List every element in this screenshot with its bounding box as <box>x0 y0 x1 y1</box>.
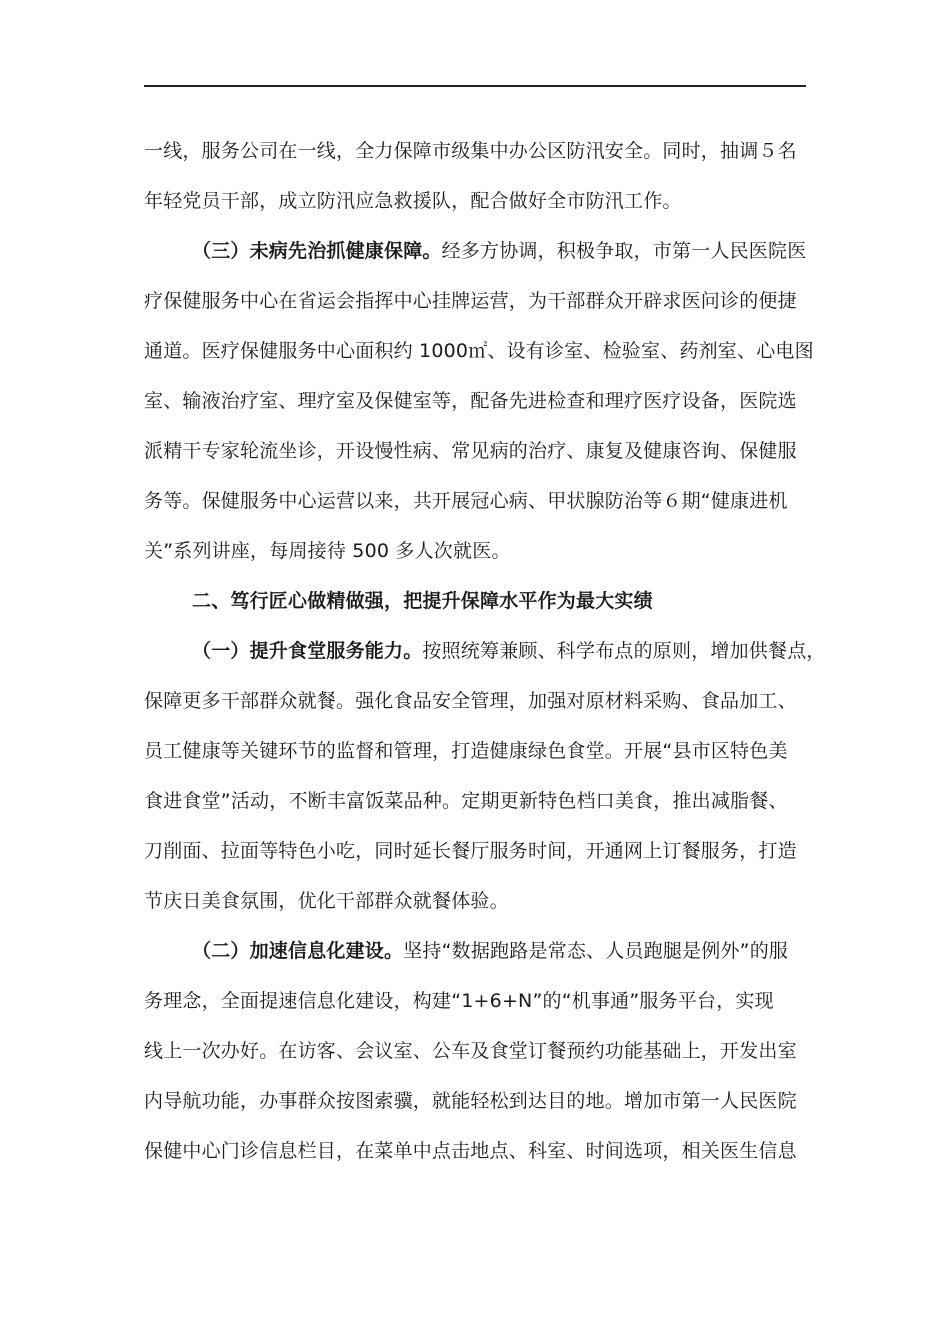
header-rule <box>144 85 806 87</box>
text-line: 疗保健服务中心在省运会指挥中心挂牌运营，为干部群众开辟求医问诊的便捷 <box>144 290 797 312</box>
text-line: 线上一次办好。在访客、会议室、公车及食堂订餐预约功能基础上，开发出室 <box>144 1040 797 1062</box>
document-body <box>144 126 826 1176</box>
text-line <box>144 926 806 976</box>
paragraph-lead: （二）加速信息化建设。 <box>192 940 404 962</box>
text-line: 务等。保健服务中心运营以来，共开展冠心病、甲状腺防治等６期“健康进机 <box>144 490 788 512</box>
text-run: 按照统筹兼顾、科学布点的原则，增加供餐点， <box>422 640 826 662</box>
text-line: 节庆日美食氛围，优化干部群众就餐体验。 <box>144 890 509 912</box>
text-line: 保健中心门诊信息栏目，在菜单中点击地点、科室、时间选项，相关医生信息 <box>144 1140 797 1162</box>
text-line: 保障更多干部群众就餐。强化食品安全管理，加强对原材料采购、食品加工、 <box>144 690 797 712</box>
text-line: 派精干专家轮流坐诊，开设慢性病、常见病的治疗、康复及健康咨询、保健服 <box>144 440 797 462</box>
text-run: 坚持“数据跑路是常态、人员跑腿是例外”的服 <box>403 940 789 962</box>
paragraph-informatization <box>144 926 806 1176</box>
text-line: 内导航功能，办事群众按图索骥，就能轻松到达目的地。增加市第一人民医院 <box>144 1090 797 1112</box>
text-line <box>144 226 806 276</box>
text-line: 年轻党员干部，成立防汛应急救援队，配合做好全市防汛工作。 <box>144 190 682 212</box>
text-line: 食进食堂”活动，不断丰富饭菜品种。定期更新特色档口美食，推出减脂餐、 <box>144 790 788 812</box>
paragraph-lead: （一）提升食堂服务能力。 <box>192 640 423 662</box>
text-line: 一线，服务公司在一线，全力保障市级集中办公区防汛安全。同时，抽调５名 <box>144 140 797 162</box>
text-line: 室、输液治疗室、理疗室及保健室等，配备先进检查和理疗医疗设备，医院选 <box>144 390 797 412</box>
text-line <box>144 626 826 676</box>
text-line: 务理念，全面提速信息化建设，构建“1+6+N”的“机事通”服务平台，实现 <box>144 990 774 1012</box>
paragraph-continuation <box>144 126 806 226</box>
section-heading: 二、笃行匠心做精做强，把提升保障水平作为最大实绩 <box>192 590 653 612</box>
text-line: 员工健康等关键环节的监督和管理，打造健康绿色食堂。开展“县市区特色美 <box>144 740 788 762</box>
text-line: 刀削面、拉面等特色小吃，同时延长餐厅服务时间，开通网上订餐服务，打造 <box>144 840 797 862</box>
text-run: 经多方协调，积极争取，市第一人民医院医 <box>441 240 807 262</box>
text-line: 关”系列讲座，每周接待 500 多人次就医。 <box>144 540 511 562</box>
paragraph-health-support <box>144 226 814 576</box>
paragraph-canteen-service <box>144 626 826 926</box>
paragraph-lead: （三）未病先治抓健康保障。 <box>192 240 442 262</box>
text-line: 通道。医疗保健服务中心面积约 1000㎡、设有诊室、检验室、药剂室、心电图 <box>144 340 814 362</box>
